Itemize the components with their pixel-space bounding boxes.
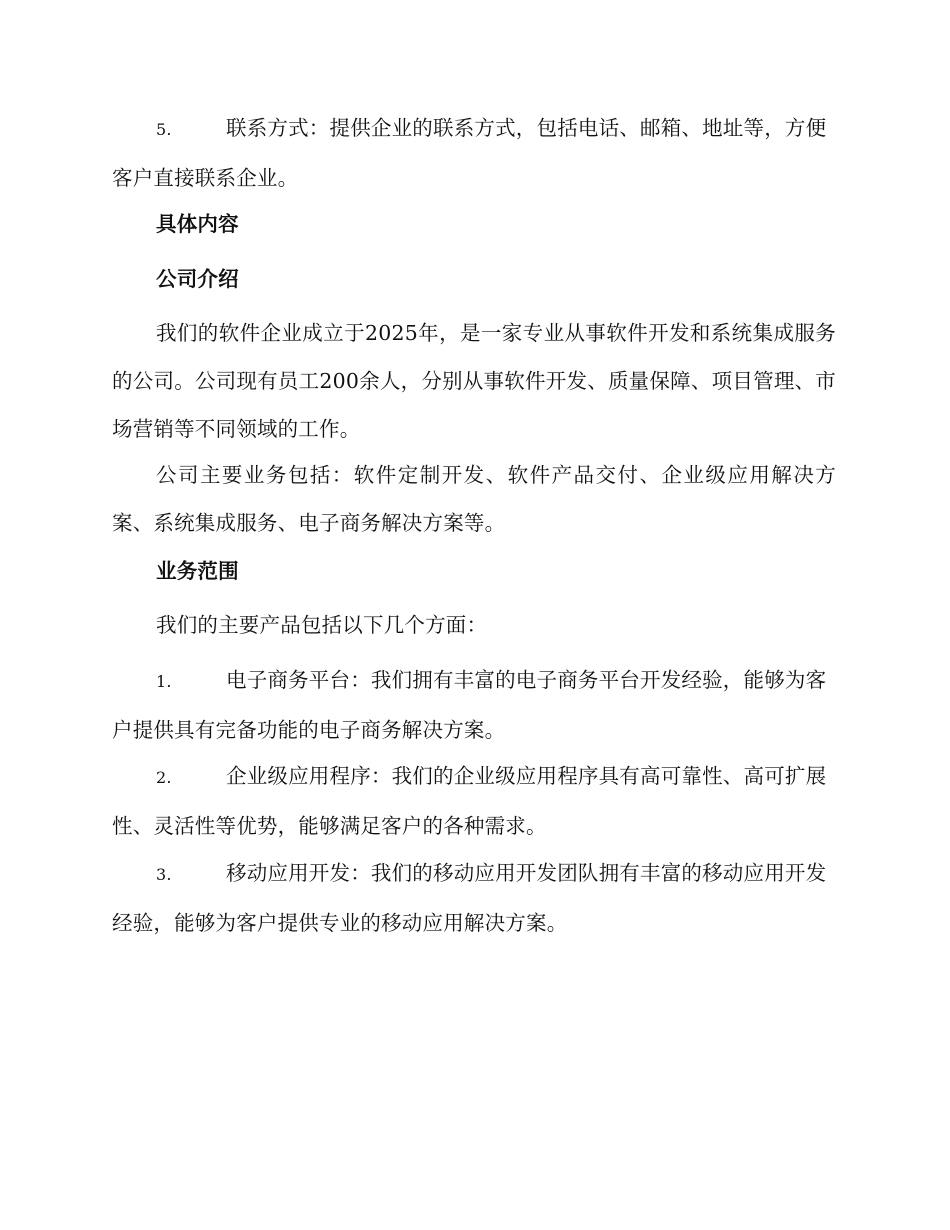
list-number: 5. xyxy=(156,120,172,139)
list-number: 3. xyxy=(156,865,172,884)
list-text: 移动应用开发：我们的移动应用开发团队拥有丰富的移动应用开发经验，能够为客户提供专业的移动应用解决方案。 xyxy=(112,861,827,935)
list-item-contact xyxy=(112,104,836,202)
list-item xyxy=(112,752,836,850)
section-heading-business: 业务范围 xyxy=(156,559,239,583)
list-number: 1. xyxy=(156,672,172,691)
list-number: 2. xyxy=(156,768,172,787)
paragraph-products-intro: 我们的主要产品包括以下几个方面： xyxy=(156,613,488,637)
list-text: 企业级应用程序：我们的企业级应用程序具有高可靠性、高可扩展性、灵活性等优势，能够满足客户的各种需求。 xyxy=(112,764,827,838)
section-heading-content: 具体内容 xyxy=(156,212,239,236)
list-text: 联系方式：提供企业的联系方式，包括电话、邮箱、地址等，方便客户直接联系企业。 xyxy=(112,116,827,190)
list-item xyxy=(112,656,836,754)
list-item xyxy=(112,849,836,947)
list-text: 电子商务平台：我们拥有丰富的电子商务平台开发经验，能够为客户提供具有完备功能的电子商务解决方案。 xyxy=(112,668,827,742)
section-heading-company: 公司介绍 xyxy=(156,267,239,291)
paragraph-company-business: 公司主要业务包括：软件定制开发、软件产品交付、企业级应用解决方案、系统集成服务、电子商务解决方案等。 xyxy=(112,463,836,535)
paragraph-company-intro: 我们的软件企业成立于2025年，是一家专业从事软件开发和系统集成服务的公司。公司现有员工200余人，分别从事软件开发、质量保障、项目管理、市场营销等不同领域的工作。 xyxy=(112,321,836,441)
